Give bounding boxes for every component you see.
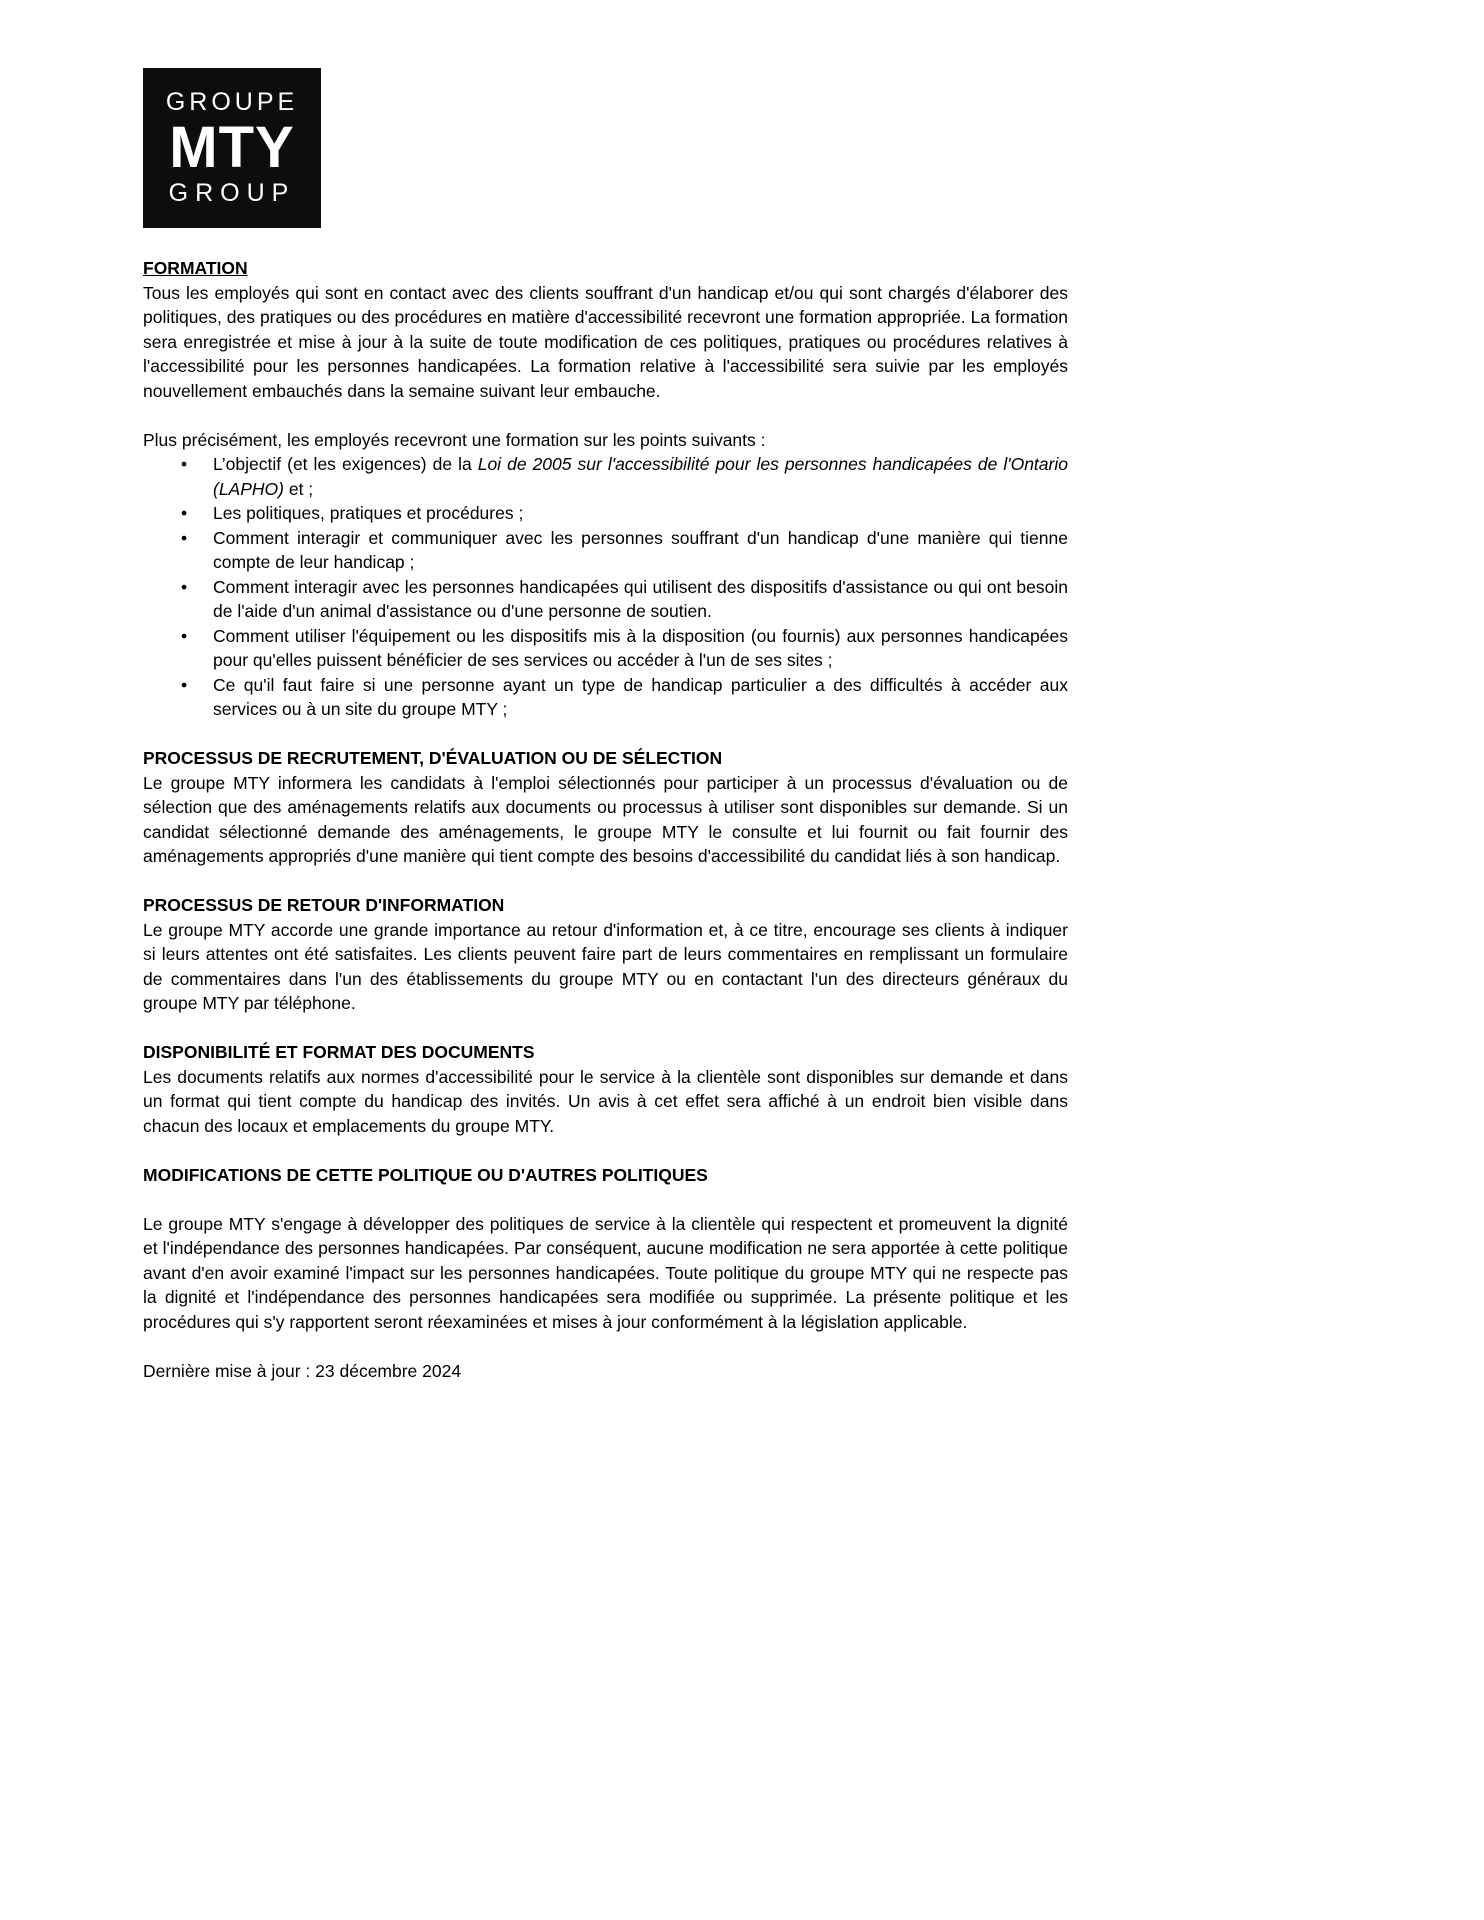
bullet-text: Comment interagir et communiquer avec les personnes souffrant d'un handicap d'une manière qui tienne compte de leur handicap ; (213, 527, 1068, 572)
bullet-text-law-title: Loi de 2005 sur l'accessibilité pour les personnes handicapées de l'Ontario (LAPHO) (213, 454, 1068, 499)
section-heading-retour: PROCESSUS DE RETOUR D'INFORMATION (143, 895, 505, 915)
bullet-text: Comment interagir avec les personnes handicapées qui utilisent des dispositifs d'assistance ou qui ont besoin de l'aide d'un animal d'assistance ou d'une personne de soutien. (213, 576, 1068, 621)
list-item-dispositifs (143, 575, 1068, 624)
list-item-objectif (143, 452, 1068, 501)
mty-group-logo (143, 68, 321, 228)
logo-text-group: GROUP (168, 179, 296, 207)
bullet-text: Les politiques, pratiques et procédures ; (213, 503, 524, 523)
formation-intro: Plus précisément, les employés recevront une formation sur les points suivants : (143, 429, 766, 450)
recrutement-paragraph: Le groupe MTY informera les candidats à l'emploi sélectionnés pour participer à un processus d'évaluation ou de sélection que des aménagements relatifs aux documents ou processus à utiliser sont disponibles sur demande. Si un candidat sélectionné demande des aménagements, le groupe MTY le consulte et lui fournit ou fait fournir des aménagements appropriés d'une manière qui tient compte des besoins d'accessibilité du candidat liés à son handicap. (143, 772, 1068, 866)
bullet-text: Ce qu'il faut faire si une personne ayant un type de handicap particulier a des difficultés à accéder aux services ou à un site du groupe MTY ; (213, 674, 1068, 719)
formation-paragraph: Tous les employés qui sont en contact avec des clients souffrant d'un handicap et/ou qui sont chargés d'élaborer des politiques, des pratiques ou des procédures en matière d'accessibilité recevront une formation appropriée. La formation sera enregistrée et mise à jour à la suite de toute modification de ces politiques, pratiques ou procédures relatives à l'accessibilité pour les personnes handicapées. La formation relative à l'accessibilité sera suivie par les employés nouvellement embauchés dans la semaine suivant leur embauche. (143, 282, 1068, 401)
list-item-politiques (143, 501, 1068, 526)
list-item-communiquer (143, 526, 1068, 575)
list-item-equipement (143, 624, 1068, 673)
section-heading-recrutement: PROCESSUS DE RECRUTEMENT, D'ÉVALUATION OU DE SÉLECTION (143, 748, 723, 768)
section-heading-disponibilite: DISPONIBILITÉ ET FORMAT DES DOCUMENTS (143, 1042, 535, 1062)
list-item-difficultes (143, 673, 1068, 722)
disponibilite-paragraph: Les documents relatifs aux normes d'accessibilité pour le service à la clientèle sont disponibles sur demande et dans un format qui tient compte du handicap des invités. Un avis à cet effet sera affiché à un endroit bien visible dans chacun des locaux et emplacements du groupe MTY. (143, 1066, 1068, 1136)
bullet-text-suffix: et ; (283, 478, 314, 499)
document-page (143, 68, 1068, 1383)
section-heading-formation: FORMATION (143, 258, 248, 278)
logo-text-mty: MTY (169, 115, 295, 180)
bullet-text-prefix: L’objectif (et les exigences) de la (213, 454, 478, 474)
retour-paragraph: Le groupe MTY accorde une grande importance au retour d'information et, à ce titre, encourage ses clients à indiquer si leurs attentes ont été satisfaites. Les clients peuvent faire part de leurs commentaires en remplissant un formulaire de commentaires dans l'un des établissements du groupe MTY ou en contactant l'un des directeurs généraux du groupe MTY par téléphone. (143, 919, 1068, 1013)
last-updated-line: Dernière mise à jour : 23 décembre 2024 (143, 1360, 462, 1381)
section-heading-modifications: MODIFICATIONS DE CETTE POLITIQUE OU D'AUTRES POLITIQUES (143, 1164, 708, 1185)
modifications-paragraph: Le groupe MTY s'engage à développer des politiques de service à la clientèle qui respectent et promeuvent la dignité et l'indépendance des personnes handicapées. Par conséquent, aucune modification ne sera apportée à cette politique avant d'en avoir examiné l'impact sur les personnes handicapées. Toute politique du groupe MTY qui ne respecte pas la dignité et l'indépendance des personnes handicapées sera modifiée ou supprimée. La présente politique et les procédures qui s'y rapportent seront réexaminées et mises à jour conformément à la législation applicable. (143, 1213, 1068, 1332)
bullet-text: Comment utiliser l'équipement ou les dispositifs mis à la disposition (ou fournis) aux personnes handicapées pour qu'elles puissent bénéficier de ses services ou accéder à l'un de ses sites ; (213, 625, 1068, 670)
logo-text-groupe: GROUPE (165, 88, 299, 116)
formation-bullet-list (143, 452, 1068, 722)
